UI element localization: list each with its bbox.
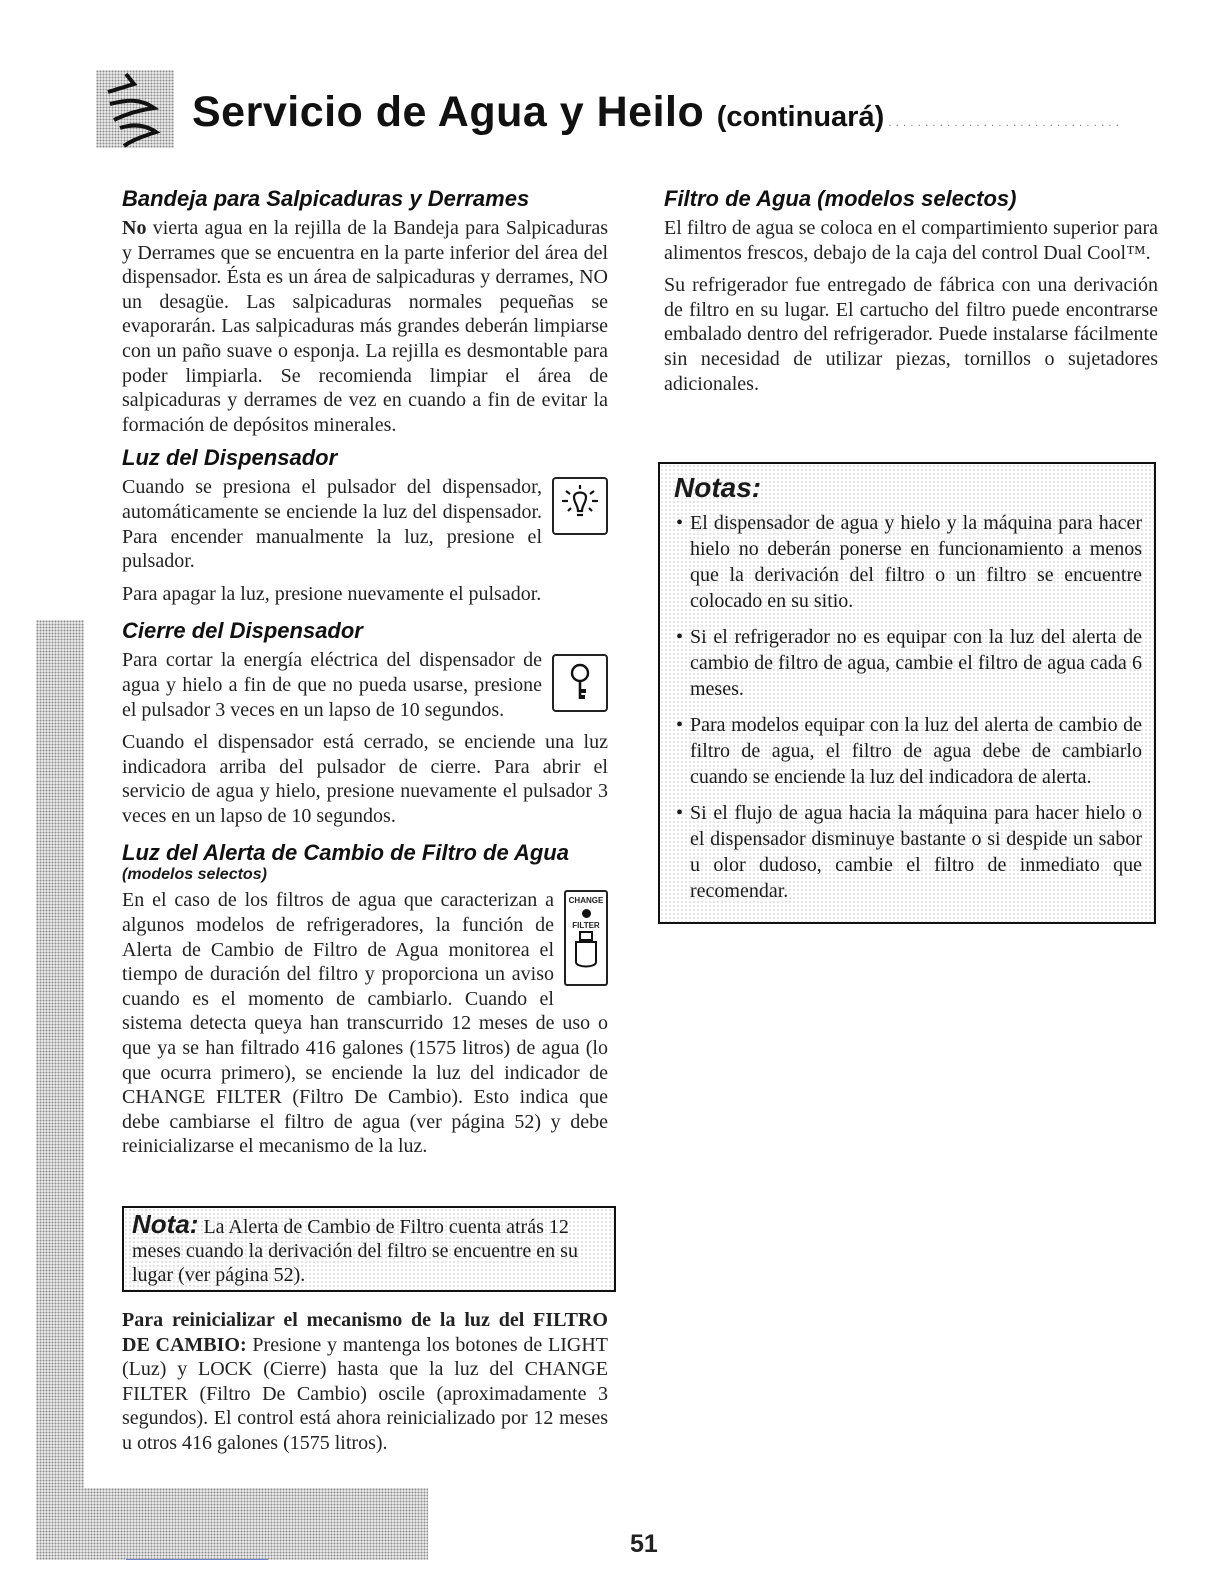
section-heading-luz: Luz del Dispensador [122, 445, 338, 471]
title-leader-dots: ................................ [888, 115, 1123, 129]
luz-paragraph-2: Para apagar la luz, presione nuevamente el pulsador. [122, 582, 542, 605]
change-filter-icon-top-text: CHANGE [568, 896, 604, 906]
page-number: 51 [630, 1530, 658, 1558]
decorative-bottom-bar [84, 1488, 428, 1560]
title-suffix: (continuará) [716, 101, 885, 133]
right-column [664, 186, 1158, 404]
title-main: Servicio de Agua y Heilo [192, 88, 705, 136]
notas-item: • Si el refrigerador no es equipar con la luz del alerta de cambio de filtro de agua, cambie el filtro de agua cada 6 meses. [674, 624, 1142, 702]
bandeja-text: vierta agua en la rejilla de la Bandeja para Salpicaduras y Derrames que se encuentra en la parte inferior del área del dispensador. Ésta es un área de salpicaduras y derrames, NO un desagüe. Las salpicaduras normales pequeñas se evaporarán. Las salpicaduras más grandes deberán limpiarse con un paño suave o esponja. La rejilla es desmontable para poder limpiarla. Se recomienda limpiar el área de salpicaduras y derrames de vez en cuando a fin de evitar la formación de depósitos minerales. [122, 217, 609, 436]
nota-box [122, 1206, 616, 1292]
page-title [192, 88, 1123, 137]
water-ice-logo-icon [96, 70, 174, 148]
filter-cartridge-icon [573, 930, 599, 970]
notas-item: • Para modelos equipar con la luz del alerta de cambio de filtro de agua, el filtro de agua debe de cambiarlo cuando se enciende la luz del indicadora de alerta. [674, 712, 1142, 790]
notas-list [674, 510, 1142, 904]
luz-text-1: Cuando se presiona el pulsador del dispensador, automáticamente se enciende la luz del dispensador. Para encender manualmente la luz, presione el pulsador. [122, 476, 542, 573]
indicator-dot-icon [582, 909, 591, 918]
notas-label: Notas: [674, 472, 762, 503]
reset-paragraph [122, 1308, 608, 1456]
section-heading-cierre: Cierre del Dispensador [122, 618, 363, 644]
left-column [122, 186, 608, 1167]
filtro-paragraph-2: Su refrigerador fue entregado de fábrica con una derivación de filtro en su lugar. El cartucho del filtro puede encontrarse embalado dentro del refrigerador. Puede instalarse fácilmente sin necesidad de utilizar piezas, tornillos o sujetadores adicionales. [664, 274, 1158, 395]
notas-item: • Si el flujo de agua hacia la máquina para hacer hielo o el dispensador disminuye bastante o si despide un sabor u olor dudoso, cambie el filtro de inmediato que recomendar. [674, 800, 1142, 904]
decorative-side-bar [36, 780, 84, 1560]
section-heading-alerta: Luz del Alerta de Cambio de Filtro de Agua [122, 840, 569, 866]
decorative-side-bar [36, 620, 84, 780]
section-heading-filtro: Filtro de Agua (modelos selectos) [664, 186, 1017, 211]
change-filter-icon-bottom-text: FILTER [572, 921, 600, 931]
change-filter-icon [564, 890, 608, 986]
notas-item: • El dispensador de agua y hielo y la máquina para hacer hielo no deberán ponerse en funcionamiento a menos que la derivación del filtro o un filtro se encuentre colocado en su sitio. [674, 510, 1142, 614]
alerta-paragraph [122, 888, 608, 1159]
reset-heading: Para reinicializar el mecanismo de la luz del FILTRO DE CAMBIO: [122, 1309, 608, 1356]
luz-paragraph-1 [122, 475, 608, 573]
notas-box [658, 462, 1156, 924]
nota-text: La Alerta de Cambio de Filtro cuenta atrás 12 meses cuando la derivación del filtro se encuentre en su lugar (ver página 52). [132, 1216, 578, 1286]
key-lock-icon [552, 654, 608, 712]
cierre-paragraph-2: Cuando el dispensador está cerrado, se enciende una luz indicadora arriba del pulsador de cierre. Para abrir el servicio de agua y hielo, presione nuevamente el pulsador 3 veces en un lapso de 10 segundos. [122, 731, 608, 827]
footer-rule [126, 1559, 268, 1560]
section-heading-bandeja: Bandeja para Salpicaduras y Derrames [122, 186, 530, 211]
alerta-text: En el caso de los filtros de agua que caracterizan a algunos modelos de refrigeradores, la función de Alerta de Cambio de Filtro de Agua monitorea el tiempo de duración del filtro y proporciona un aviso cuando es el momento de cambiarlo. Cuando el sistema detecta queya han transcurrido 12 meses de uso o que ya se han filtrado 416 galones (1575 litros) de agua (lo que ocurra primero), se enciende la luz del indicador de CHANGE FILTER (Filtro De Cambio). Esto indica que debe cambiarse el filtro de agua (ver página 52) y debe reinicializarse el mecanismo de la luz. [122, 889, 608, 1158]
alerta-subheading: (modelos selectos) [122, 866, 267, 884]
bandeja-paragraph [122, 216, 608, 437]
bandeja-lead-word: No [122, 217, 147, 239]
cierre-paragraph-1 [122, 648, 608, 722]
cierre-text-1: Para cortar la energía eléctrica del dispensador de agua y hielo a fin de que no pueda usarse, presione el pulsador 3 veces en un lapso de 10 segundos. [122, 649, 542, 721]
reset-text: Presione y mantenga los botones de LIGHT (Luz) y LOCK (Cierre) hasta que la luz del CHANGE FILTER (Filtro De Cambio) oscile (aproximadamente 3 segundos). El control está ahora reinicializado por 12 meses u otros 416 galones (1575 litros). [122, 1333, 609, 1454]
filtro-paragraph-1: El filtro de agua se coloca en el compartimiento superior para alimentos frescos, debajo de la caja del control Dual Cool™. [664, 217, 1158, 264]
light-bulb-icon [552, 477, 608, 535]
nota-label: Nota: [132, 1209, 199, 1239]
